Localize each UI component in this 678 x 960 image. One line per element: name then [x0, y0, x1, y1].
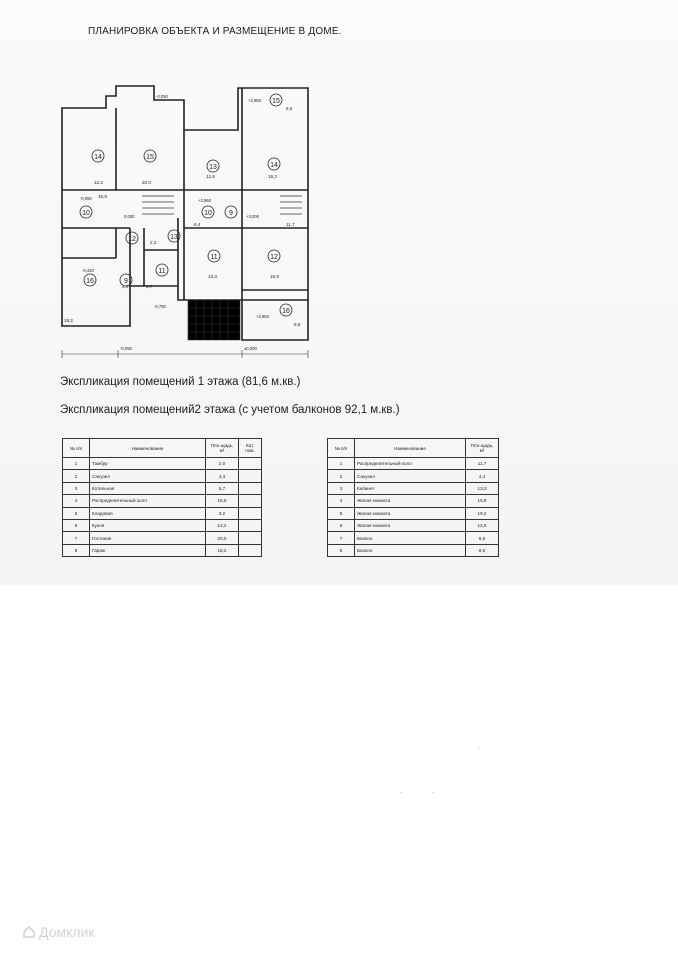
level-label: +2,960 — [198, 198, 211, 203]
table-cell — [239, 519, 262, 531]
column-header: № п/п — [63, 439, 90, 458]
table-cell: 11,7 — [466, 458, 499, 470]
level-label: 0,000 — [124, 214, 135, 219]
table-cell: 13,3 — [466, 482, 499, 494]
table-cell: Жилая комната — [355, 507, 466, 519]
table-cell: 3 — [328, 482, 355, 494]
floor-1-room-table — [62, 438, 262, 557]
table-row — [328, 544, 499, 556]
table-cell: 8 — [328, 544, 355, 556]
table-cell: 2,0 — [206, 458, 239, 470]
level-label: ±0,000 — [244, 346, 257, 351]
area-label: 12,6 — [206, 174, 215, 179]
table-cell: 3,2 — [206, 507, 239, 519]
room-number: 11 — [158, 268, 166, 275]
room-number: 10 — [82, 210, 90, 217]
column-header: Наименование — [90, 439, 206, 458]
area-label: 19,2 — [268, 174, 277, 179]
table-row — [328, 532, 499, 544]
area-label: 12,2 — [94, 180, 103, 185]
table-cell: Кухня — [90, 519, 206, 531]
level-label: +3,000 — [246, 214, 259, 219]
table-row — [328, 470, 499, 482]
table-cell: 20,0 — [206, 532, 239, 544]
room-number: 13 — [209, 164, 217, 171]
room-number: 16 — [86, 278, 94, 285]
table-header-row — [328, 439, 499, 458]
table-cell: 12,2 — [206, 519, 239, 531]
table-cell: 15,9 — [466, 495, 499, 507]
table-cell: 1 — [63, 458, 90, 470]
table-row — [63, 470, 262, 482]
table-row — [328, 482, 499, 494]
area-label: 5,7 — [146, 284, 153, 289]
table-cell: 16,9 — [206, 495, 239, 507]
table-cell: Гостиная — [90, 532, 206, 544]
table-cell: 4,4 — [206, 470, 239, 482]
table-cell: Гараж — [90, 544, 206, 556]
table-header-row — [63, 439, 262, 458]
table-row — [328, 519, 499, 531]
table-cell — [239, 507, 262, 519]
room-number: 15 — [272, 98, 280, 105]
table-row — [328, 507, 499, 519]
table-cell — [239, 532, 262, 544]
room-number: 14 — [94, 154, 102, 161]
scan-speck: · — [478, 746, 480, 752]
table-cell: Котельная — [90, 482, 206, 494]
table-cell: Балкон — [355, 544, 466, 556]
table-cell: Тамбур — [90, 458, 206, 470]
area-label: 13,3 — [208, 274, 217, 279]
room-number: 14 — [270, 162, 278, 169]
table-cell: 2 — [328, 470, 355, 482]
table-row — [63, 532, 262, 544]
table-row — [63, 519, 262, 531]
level-label: +2,950 — [248, 98, 261, 103]
table-cell: Распределительный холл — [90, 495, 206, 507]
floor-2-room-table — [327, 438, 499, 557]
table-cell: Кабинет — [355, 482, 466, 494]
table-cell: 4 — [328, 495, 355, 507]
area-label: 16,9 — [98, 194, 107, 199]
level-label: -0,050 — [120, 346, 132, 351]
table-cell: Жилая комната — [355, 495, 466, 507]
room-number: 12 — [128, 236, 136, 243]
table-cell: Кладовая — [90, 507, 206, 519]
area-label: 6,5 — [286, 106, 293, 111]
table-cell: 2 — [63, 470, 90, 482]
watermark-text: Домклик — [39, 924, 95, 940]
house-logo-icon — [22, 925, 36, 939]
room-number: 10 — [204, 210, 212, 217]
table-row — [63, 495, 262, 507]
table-cell: Балкон — [355, 532, 466, 544]
table-cell: 5 — [328, 507, 355, 519]
table-cell: 8 — [63, 544, 90, 556]
area-label: 20,0 — [142, 180, 151, 185]
column-header: Пло-щадь, м² — [206, 439, 239, 458]
table-cell: Распределительный холл — [355, 458, 466, 470]
area-label: 4,0 — [122, 284, 129, 289]
area-label: 6,4 — [194, 222, 201, 227]
table-cell: Жилая комната — [355, 519, 466, 531]
level-label: +2,950 — [256, 314, 269, 319]
explication-floor-2: Экспликация помещений2 этажа (с учетом балконов 92,1 м.кв.) — [60, 404, 400, 416]
table-row — [63, 458, 262, 470]
level-label: -0,750 — [154, 304, 166, 309]
room-number: 11 — [210, 254, 218, 261]
column-header: Пло-щадь, м² — [466, 439, 499, 458]
table-cell — [239, 458, 262, 470]
table-cell: 7 — [328, 532, 355, 544]
room-number: 16 — [282, 308, 290, 315]
table-cell — [239, 544, 262, 556]
room-number: 9 — [229, 210, 233, 217]
column-header: Кат. пом. — [239, 439, 262, 458]
table-cell: 18,2 — [206, 544, 239, 556]
explication-floor-1: Экспликация помещений 1 этажа (81,6 м.кв.) — [60, 376, 301, 388]
floor-plan — [58, 78, 320, 363]
table-cell: Санузел — [90, 470, 206, 482]
table-cell: 4 — [63, 495, 90, 507]
level-label: -0,420 — [82, 268, 94, 273]
table-cell: 6,6 — [466, 532, 499, 544]
table-cell — [239, 495, 262, 507]
table-cell: Санузел — [355, 470, 466, 482]
room-number: 12 — [270, 254, 278, 261]
column-header: Наименование — [355, 439, 466, 458]
table-cell — [239, 470, 262, 482]
table-cell: 4,4 — [466, 470, 499, 482]
watermark — [22, 924, 94, 940]
level-label: -0,050 — [80, 196, 92, 201]
table-row — [63, 482, 262, 494]
table-cell: 6 — [63, 519, 90, 531]
level-label: -0,050 — [156, 94, 168, 99]
table-row — [63, 544, 262, 556]
area-label: 15,9 — [270, 274, 279, 279]
area-label: 18,2 — [64, 318, 73, 323]
table-row — [63, 507, 262, 519]
table-cell: 5,7 — [206, 482, 239, 494]
table-cell: 7 — [63, 532, 90, 544]
scan-speck: · — [400, 790, 402, 796]
table-cell: 12,6 — [466, 519, 499, 531]
room-number: 9 — [124, 278, 128, 285]
area-label: 8,5 — [294, 322, 301, 327]
area-label: 11,7 — [286, 222, 295, 227]
table-cell: 19,2 — [466, 507, 499, 519]
table-cell: 6 — [328, 519, 355, 531]
table-cell — [239, 482, 262, 494]
table-cell: 1 — [328, 458, 355, 470]
table-cell: 5 — [63, 507, 90, 519]
column-header: № п/п — [328, 439, 355, 458]
table-row — [328, 495, 499, 507]
table-row — [328, 458, 499, 470]
table-cell: 8,6 — [466, 544, 499, 556]
page-title: ПЛАНИРОВКА ОБЪЕКТА И РАЗМЕЩЕНИЕ В ДОМЕ. — [88, 26, 342, 37]
table-cell: 3 — [63, 482, 90, 494]
area-label: 2,2 — [150, 240, 157, 245]
room-number: 13 — [170, 234, 178, 241]
room-number: 15 — [146, 154, 154, 161]
scan-speck: · — [432, 790, 434, 796]
